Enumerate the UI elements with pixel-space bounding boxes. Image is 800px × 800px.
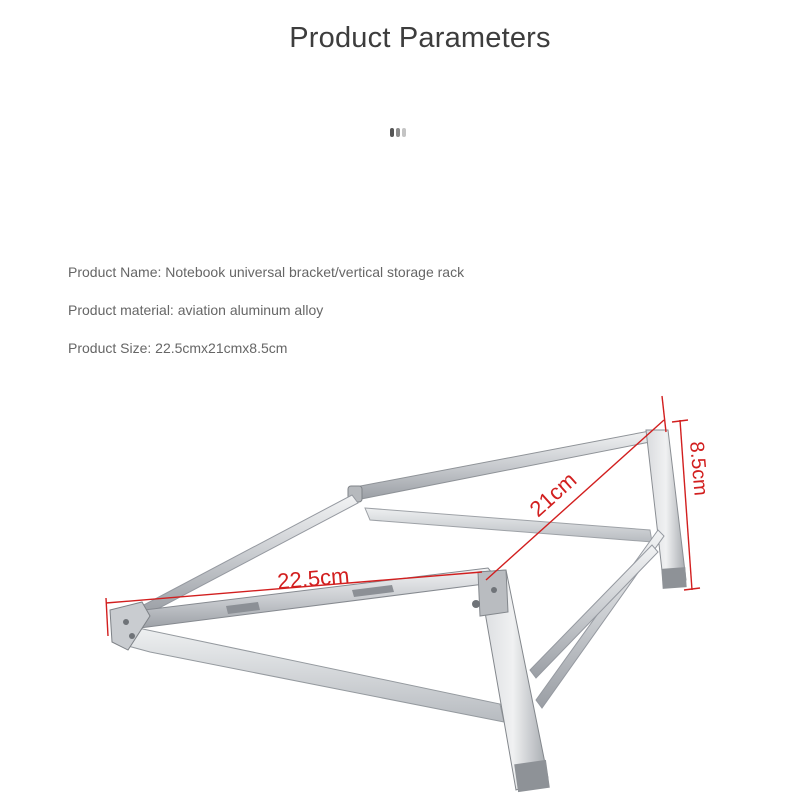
indicator-dot-3	[402, 128, 406, 137]
param-product-material: Product material: aviation aluminum alloy	[68, 302, 324, 318]
front-foot-cap	[514, 760, 550, 792]
back-tray	[365, 508, 652, 542]
dimension-height-label: 8.5cm	[685, 440, 712, 497]
laptop-stand-illustration	[0, 380, 800, 800]
param-product-name: Product Name: Notebook universal bracket/vertical storage rack	[68, 264, 465, 280]
dimension-depth-label: 21cm	[524, 467, 582, 522]
indicator-dot-2	[396, 128, 400, 137]
page-title: Product Parameters	[289, 22, 551, 54]
front-frame	[110, 568, 550, 792]
param-product-size: Product Size: 22.5cmx21cmx8.5cm	[68, 340, 288, 356]
indicator-dot-1	[390, 128, 394, 137]
parameter-list	[68, 263, 464, 358]
front-tray	[128, 628, 504, 722]
back-foot-cap	[661, 567, 686, 589]
dimension-length-label: 22.5cm	[276, 562, 351, 594]
back-leg	[646, 430, 686, 588]
